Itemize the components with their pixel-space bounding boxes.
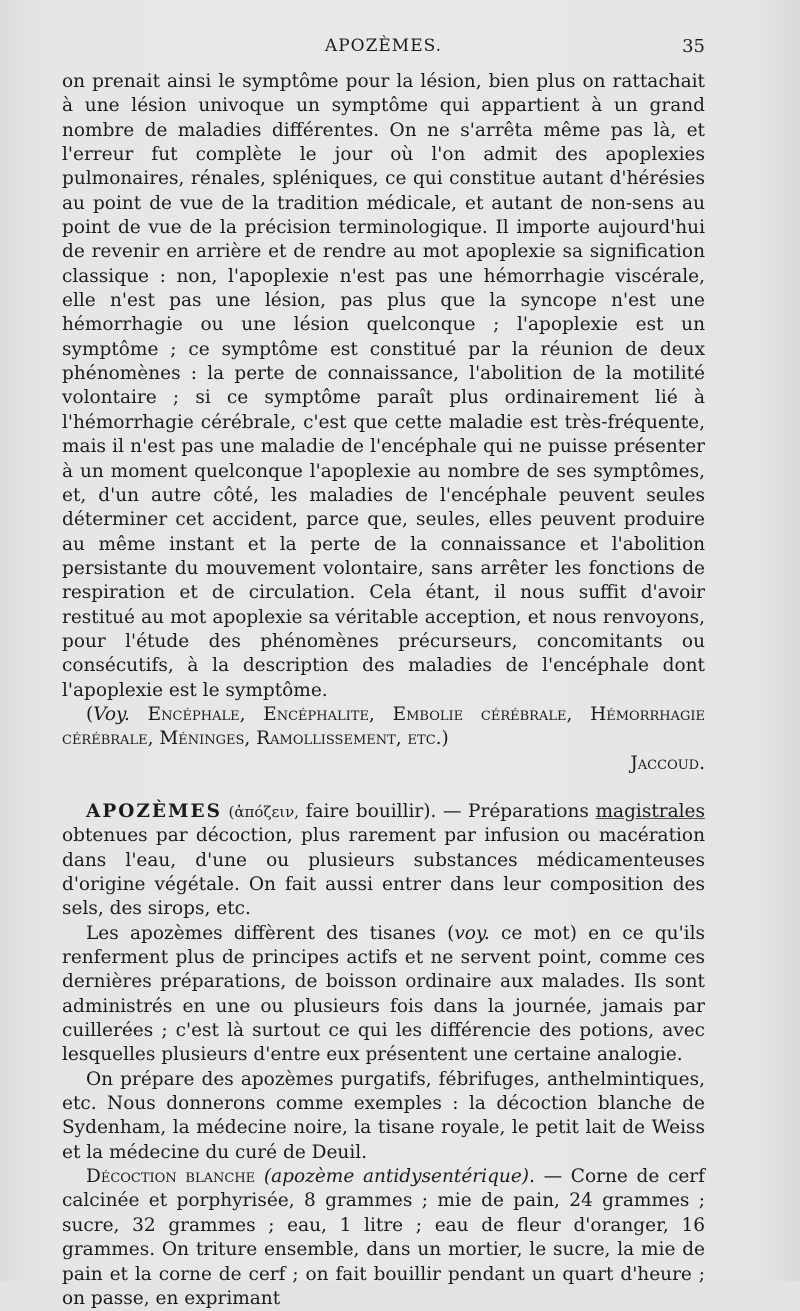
section-gap: [62, 776, 705, 800]
entry-apozemes: [62, 800, 705, 922]
refs-voy: Voy.: [93, 703, 130, 725]
entry-definition-b: obtenues par décoction, plus rarement par infusion ou macération dans l'eau, d'une ou plusieurs substances médicamenteuses d'origine végétale. On fait aussi entrer dans leur composition des sels, des sirops, etc.: [62, 825, 705, 920]
paragraph-decoction: [62, 1165, 705, 1311]
p3-b: ce mot) en ce qu'ils renferment plus de principes actifs et ne servent point, comme ces dernières préparations, de boisson ordinaire aux malades. Ils sont administrés en une ou plusieurs fois dans la journée, jamais par cuillerées ; c'est là surtout ce qui les différencie des potions, avec lesquelles plusieurs d'entre eux présentent une certaine analogie.: [62, 922, 705, 1066]
refs-open: (: [86, 703, 94, 725]
running-title: APOZÈMES.: [324, 36, 443, 56]
text-body: [62, 70, 705, 1311]
page-number: 35: [682, 36, 705, 57]
underlined-word: magistrales: [595, 800, 705, 822]
decoction-subtitle: (apozème antidysentérique): [263, 1166, 529, 1188]
author-signature: Jaccoud.: [630, 752, 705, 774]
refs-list: Encéphale, Encéphalite, Embolie cérébrale, Hémorrhagie cérébrale, Méninges, Ramollissement, etc.): [62, 703, 705, 750]
entry-headword: APOZÈMES: [86, 800, 222, 822]
p3-a: Les apozèmes diffèrent des tisanes (: [86, 922, 455, 944]
greek-etymology: (ἀπόζειν,: [228, 802, 300, 821]
running-head: [62, 36, 705, 60]
decoction-title: Décoction blanche: [86, 1166, 256, 1188]
p3-voy: voy.: [454, 922, 490, 944]
entry-definition-a: faire bouillir). — Préparations: [299, 800, 596, 822]
paragraph-exemples: On prépare des apozèmes purgatifs, fébrifuges, anthelmintiques, etc. Nous donnerons comme exemples : la décoction blanche de Sydenham, la médecine noire, la tisane royale, le petit lait de Weiss et la médecine du curé de Deuil.: [62, 1068, 705, 1163]
paragraph-apoplexie: on prenait ainsi le symptôme pour la lésion, bien plus on rattachait à une lésion univoque un symptôme qui appartient à un grand nombre de maladies différentes. On ne s'arrêta même pas là, et l'erreur fut complète le jour où l'on admit des apoplexies pulmonaires, rénales, spléniques, ce qui constitue autant d'hérésies au point de vue de la tradition médicale, et autant de non-sens au point de vue de la précision terminologique. Il importe aujourd'hui de revenir en arrière et de rendre au mot apoplexie sa signification classique : non, l'apoplexie n'est pas une hémorrhagie viscérale, elle n'est pas une lésion, pas plus que la syncope n'est une hémorrhagie ou une lésion quelconque ; l'apoplexie est un symptôme ; ce symptôme est constitué par la réunion de deux phénomènes : la perte de connaissance, l'abolition de la motilité volontaire ; si ce symptôme paraît plus ordinairement lié à l'hémorrhagie cérébrale, c'est que cette maladie est très-fréquente, mais il n'est pas une maladie de l'encéphale qui ne puisse présenter à un moment quelconque l'apoplexie au nombre de ses symptômes, et, d'un autre côté, les maladies de l'encéphale peuvent seules déterminer cet accident, parce que, seules, elles peuvent produire au même instant et la perte de la connaissance et l'abolition persistante du mouvement volontaire, sans arrêter les fonctions de respiration et de circulation. Cela étant, il nous suffit d'avoir restitué au mot apoplexie sa véritable acception, et nous renvoyons, pour l'étude des phénomènes précurseurs, concomitants ou consécutifs, à la description des maladies de l'encéphale dont l'apoplexie est le symptôme.: [62, 71, 705, 701]
paragraph-tisanes: [62, 922, 705, 1068]
cross-references: [62, 703, 705, 752]
decoction-text: . — Corne de cerf calcinée et porphyrisée, 8 grammes ; mie de pain, 24 grammes ; sucre, 32 grammes ; eau, 1 litre ; eau de fleur d'oranger, 16 grammes. On triture ensemble, dans un mortier, le sucre, la mie de pain et la corne de cerf ; on fait bouillir pendant un quart d'heure ; on passe, en exprimant: [62, 1166, 705, 1309]
